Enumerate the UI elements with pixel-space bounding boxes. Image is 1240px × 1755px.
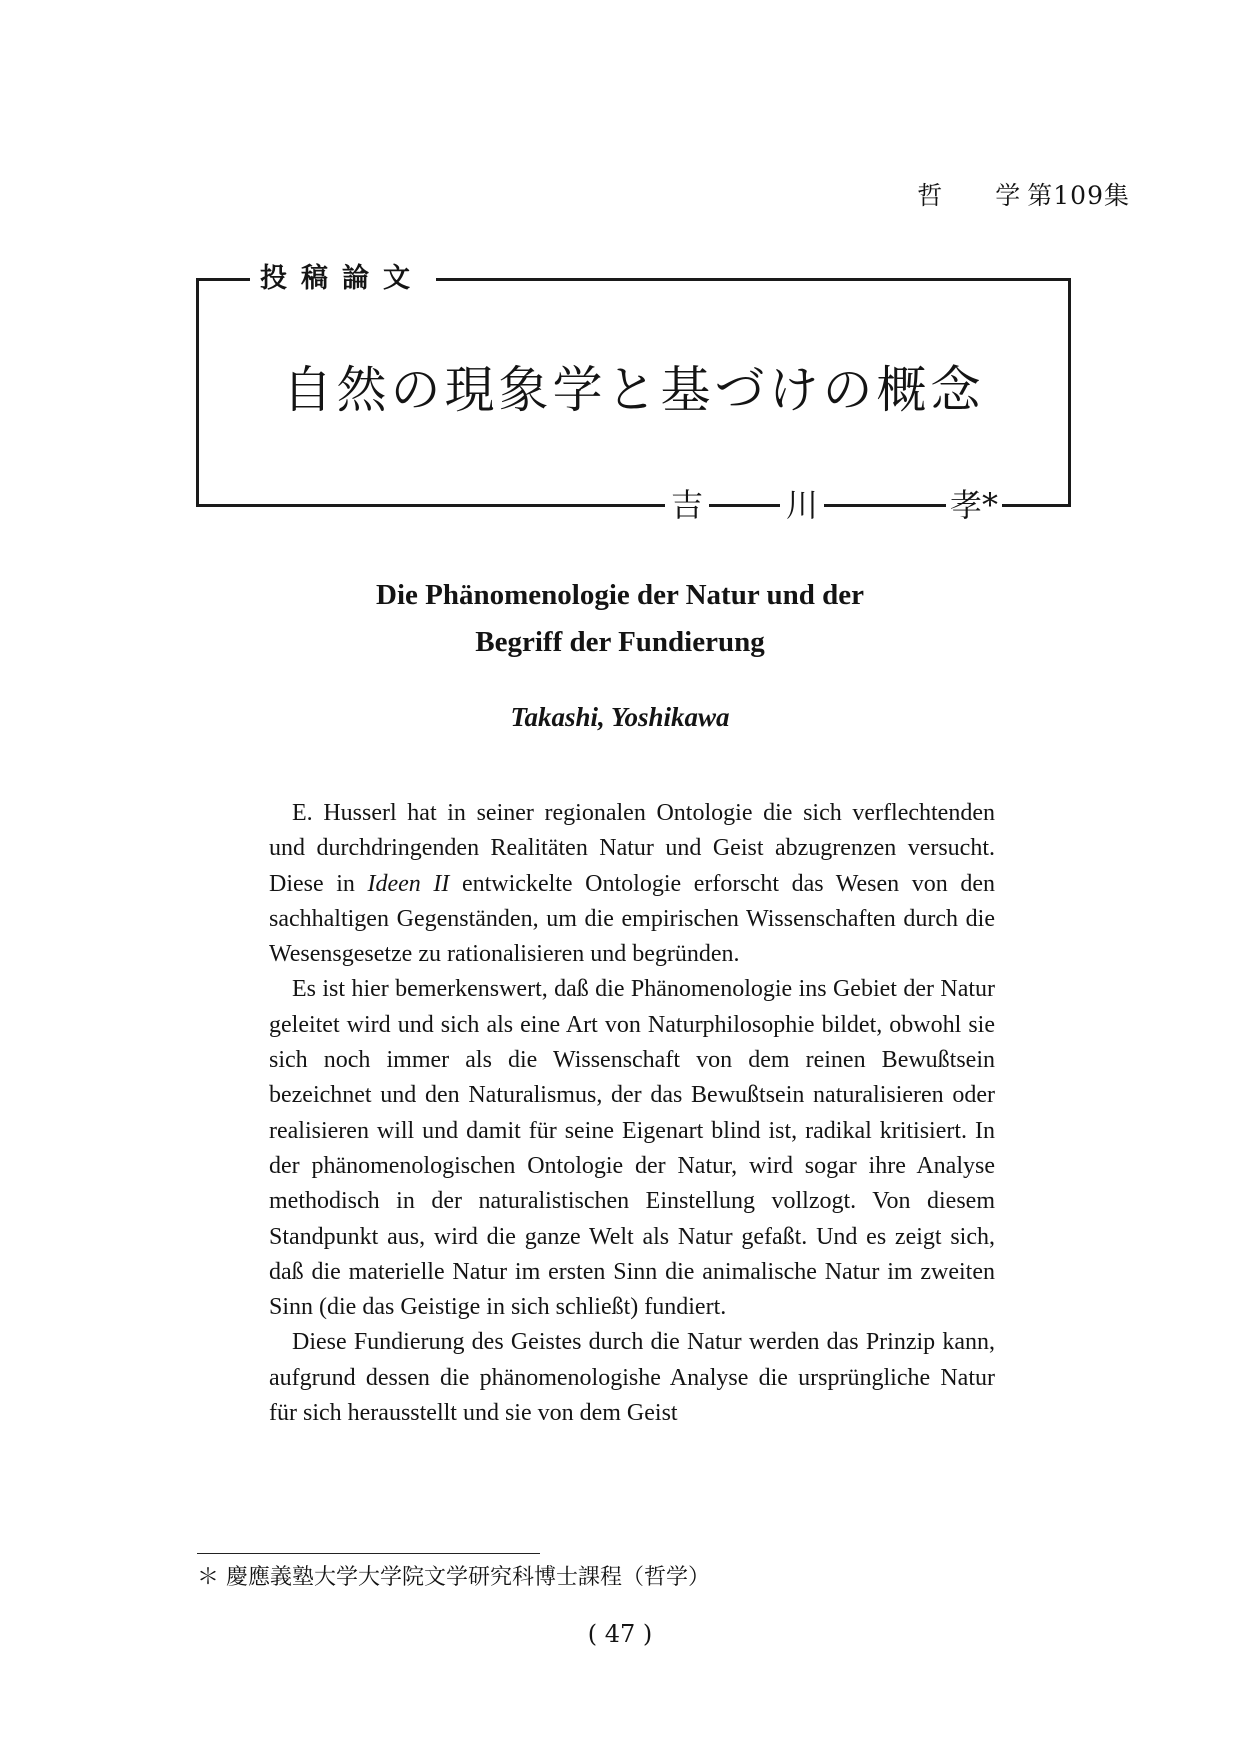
journal-name-2: 学 [995, 181, 1022, 210]
page-number: ( 47 ) [587, 1620, 653, 1648]
abstract-p1-work-title: Ideen II [367, 870, 450, 897]
japanese-author-family-1: 吉 [665, 484, 709, 526]
german-title [0, 572, 1240, 666]
section-label: 投稿論文 [250, 258, 436, 300]
japanese-title: 自然の現象学と基づけの概念 [282, 361, 985, 419]
german-title-line-2: Begriff der Fundierung [475, 626, 765, 658]
abstract-p1-text-b: entwickelte Ontologie erforscht das Wesen von den sachhaltigen Gegenständen, um die empirischen Wissenschaften durch die Wesensgesetze zu rationalisieren und begründen. [269, 870, 995, 968]
german-author: Takashi, Yoshikawa [510, 702, 730, 732]
abstract-p1-text-a: E. Husserl hat in seiner regionalen Ontologie die sich verflechtenden und durchdringenden Realitäten Natur und Geist abzugrenzen versucht. Diese in [269, 800, 995, 897]
japanese-author-family-2: 川 [780, 484, 824, 526]
german-title-line-1: Die Phänomenologie der Natur und der [376, 579, 864, 611]
journal-header [917, 176, 1130, 212]
title-frame-bottom [196, 504, 1071, 507]
journal-name-1: 哲 [917, 181, 944, 210]
footnote-rule [197, 1553, 540, 1554]
japanese-author-given: 孝* [946, 484, 1002, 526]
abstract-paragraph-1 [269, 796, 995, 972]
footnote: ＊ 慶應義塾大学大学院文学研究科博士課程（哲学） [197, 1565, 710, 1590]
abstract-paragraph-3: Diese Fundierung des Geistes durch die Natur werden das Prinzip kann, aufgrund dessen die phänomenologishe Analyse die ursprüngliche Natur für sich herausstellt und sie von dem Geist [269, 1329, 995, 1427]
title-frame-right [1068, 278, 1071, 507]
abstract-paragraph-2: Es ist hier bemerkenswert, daß die Phänomenologie ins Gebiet der Natur geleitet wird und sich als eine Art von Naturphilosophie bildet, obwohl sie sich noch immer als die Wissenschaft von dem reinen Bewußtsein bezeichnet und den Naturalismus, der das Bewußtsein naturalisieren oder realisieren will und damit für seine Eigenart blind ist, radikal kritisiert. In der phänomenologischen Ontologie der Natur, wird sogar ihre Analyse methodisch in der naturalistischen Einstellung vollzogt. Von diesem Standpunkt aus, wird die ganze Welt als Natur gefaßt. Und es zeigt sich, daß die materielle Natur im ersten Sinn die animalische Natur im zweiten Sinn (die das Geistige in sich schließt) fundiert. [269, 976, 995, 1321]
abstract [269, 796, 995, 1431]
journal-volume: 第109集 [1027, 181, 1130, 210]
